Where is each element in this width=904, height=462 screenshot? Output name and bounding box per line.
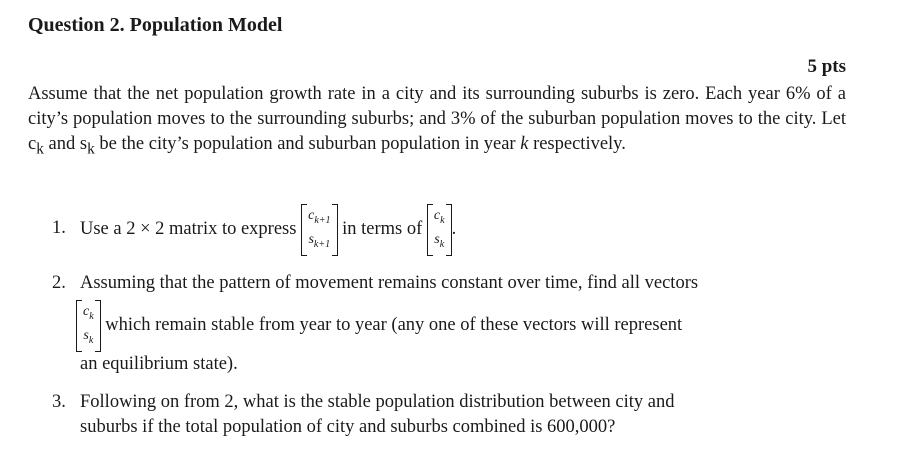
item-text: Following on from 2, what is the stable population distribution between city and — [80, 392, 675, 412]
item-number: 1. — [52, 218, 66, 238]
variable: k — [520, 134, 529, 154]
vector-matrix — [427, 204, 452, 256]
subscript: k — [87, 140, 95, 158]
intro-text: and s — [43, 134, 88, 154]
matrix-entry: $c_k$ — [83, 304, 94, 322]
vector-matrix — [301, 204, 337, 256]
item-text: suburbs if the total population of city and suburbs combined is 600,000? — [80, 417, 616, 437]
item-text: an equilibrium state). — [80, 353, 238, 374]
item-text: Assuming that the pattern of movement remains constant over time, find all vectors — [80, 273, 699, 293]
item-body — [80, 271, 846, 377]
item-number: 2. — [52, 273, 66, 293]
item-number: 3. — [52, 392, 66, 412]
points-label: 5 pts — [807, 56, 846, 77]
question-intro — [28, 82, 846, 162]
matrix-entry: $s_k$ — [83, 327, 94, 346]
intro-text: respectively. — [528, 134, 626, 154]
item-text: Use a 2 × 2 matrix to express — [80, 219, 297, 240]
item-text: which remain stable from year to year (any one of these vectors will represent — [105, 315, 683, 336]
vector-matrix — [76, 300, 101, 352]
matrix-entry: $s_k$ — [434, 231, 445, 250]
question-title: Question 2. Population Model — [28, 14, 283, 36]
matrix-entry: $c_{k+1}$ — [308, 208, 331, 226]
item-text: in terms of — [342, 219, 423, 240]
subscript: k — [36, 140, 44, 158]
item-text: . — [451, 219, 457, 240]
matrix-entry: $s_{k+1}$ — [308, 231, 331, 250]
intro-text: Assume that the net population growth rate in a city and its surrounding suburbs is zero. Each year 6% of a city’s population moves to the surrounding suburbs; and 3% of the suburban population moves to the city. Let c — [28, 84, 846, 154]
intro-text: be the city’s population and suburban population in year — [94, 134, 521, 154]
item-body — [80, 390, 846, 440]
matrix-entry: $c_k$ — [433, 208, 445, 226]
item-body — [80, 204, 846, 256]
item-line — [80, 300, 846, 352]
